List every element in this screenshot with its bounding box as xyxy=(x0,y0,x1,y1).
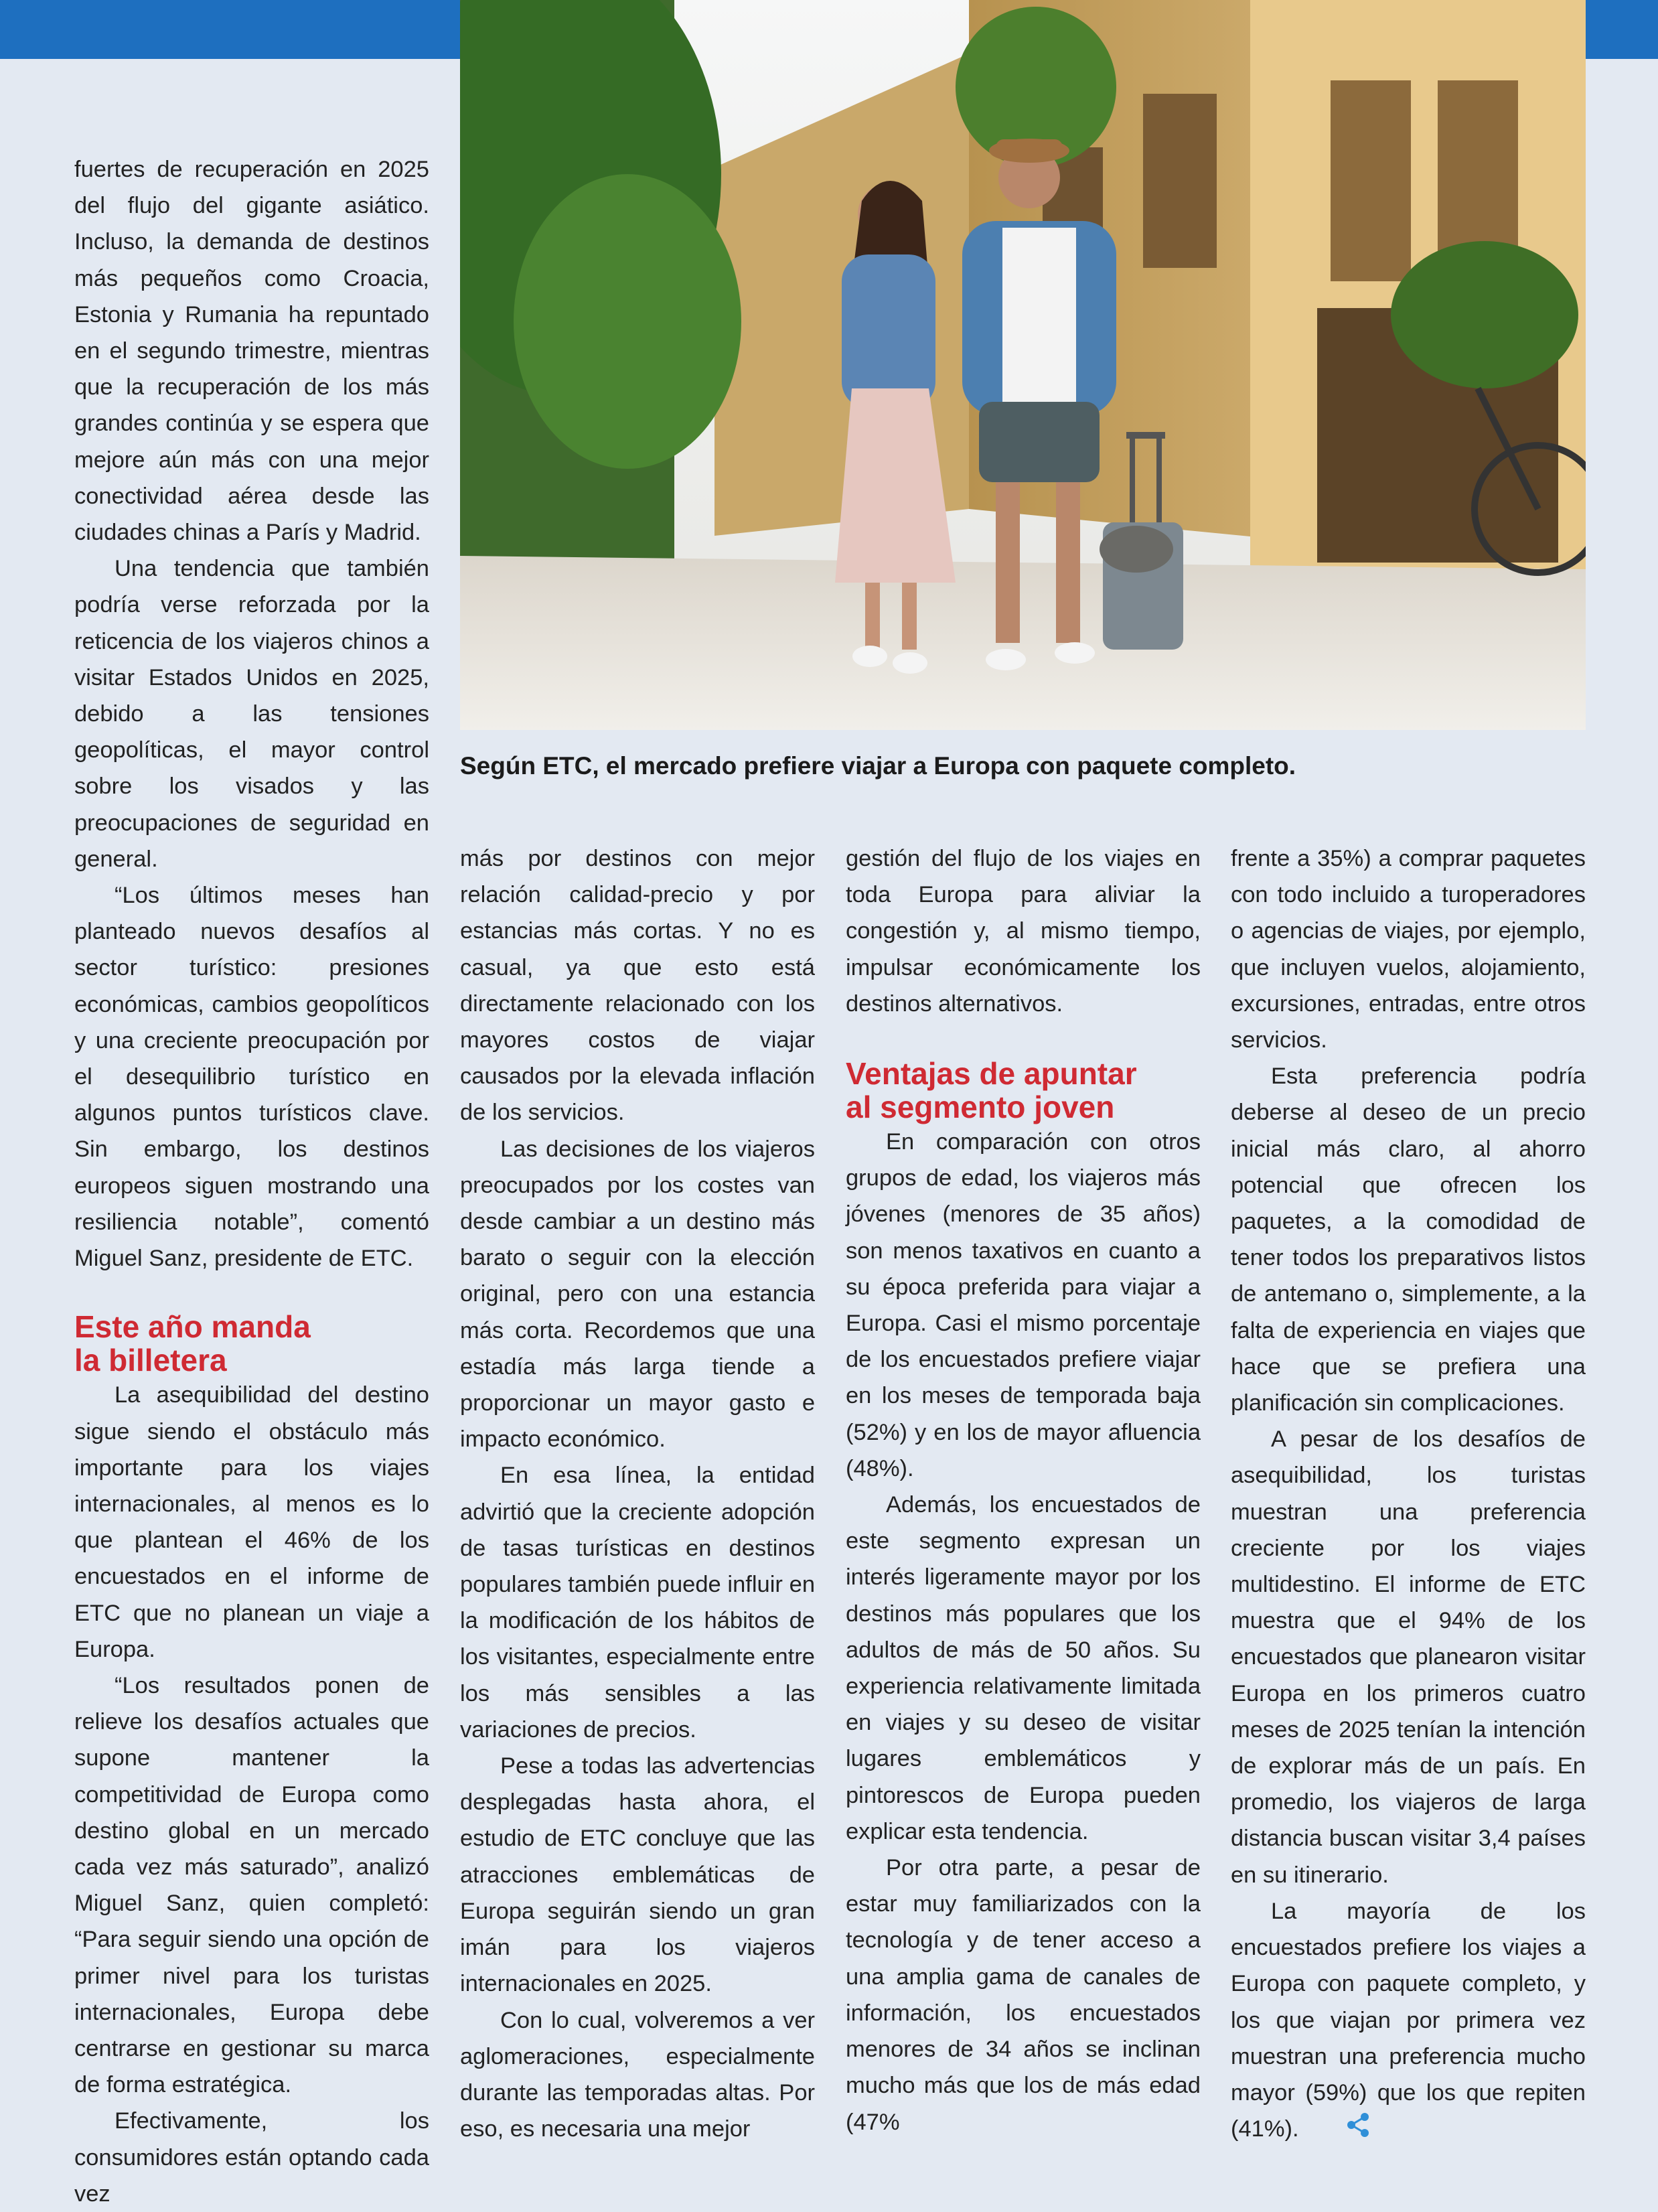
article-column-2 xyxy=(460,840,815,2147)
paragraph: “Los resultados ponen de relieve los desafíos actuales que supone mantener la competitividad de Europa como destino global en un mercado cada vez más saturado”, analizó Miguel Sanz, quien completó: “Para seguir siendo una opción de primer nivel para los turistas internacionales, Europa debe centrarse en gestionar su marca de forma estratégica. xyxy=(74,1672,429,2098)
paragraph: más por destinos con mejor relación calidad-precio y por estancias más cortas. Y no es casual, ya que esto está directamente relacionado con los mayores costos de viajar causados por la elevada inflación de los servicios. xyxy=(460,846,815,1126)
article-photo xyxy=(460,0,1586,730)
photo-illustration xyxy=(460,0,1586,730)
article-column-1 xyxy=(74,151,429,2212)
paragraph: Además, los encuestados de este segmento expresan un interés ligeramente mayor por los destinos más populares que los adultos de más de 50 años. Su experiencia relativamente limitada en viajes y su deseo de visitar lugares emblemáticos y pintorescos de Europa pueden explicar esta tendencia. xyxy=(846,1492,1201,1844)
paragraph: Efectivamente, los consumidores están optando cada vez xyxy=(74,2108,429,2207)
section-heading xyxy=(74,1310,429,1377)
section-heading-line: Ventajas de apuntar xyxy=(846,1056,1137,1092)
paragraph: “Los últimos meses han planteado nuevos desafíos al sector turístico: presiones económicas, cambios geopolíticos y una creciente preocupación por el desequilibrio turístico en algunos puntos turísticos clave. Sin embargo, los destinos europeos siguen mostrando una resiliencia notable”, comentó Miguel Sanz, presidente de ETC. xyxy=(74,883,429,1272)
section-heading-line: Este año manda xyxy=(74,1309,311,1345)
article-column-4 xyxy=(1231,840,1586,2149)
top-color-bar-left xyxy=(0,0,460,59)
paragraph: En comparación con otros grupos de edad, los viajeros más jóvenes (menores de 35 años) son menos taxativos en cuanto a su época preferida para viajar a Europa. Casi el mismo porcentaje de los encuestados prefiere viajar en los meses de temporada baja (52%) y en los de mayor afluencia (48%). xyxy=(846,1129,1201,1481)
share-icon[interactable] xyxy=(1304,2112,1371,2149)
paragraph: Con lo cual, volveremos a ver aglomeraciones, especialmente durante las temporadas altas. Por eso, es necesaria una mejor xyxy=(460,2007,815,2142)
paragraph: frente a 35%) a comprar paquetes con todo incluido a turoperadores o agencias de viajes, por ejemplo, que incluyen vuelos, alojamiento, excursiones, entradas, entre otros servicios. xyxy=(1231,846,1586,1053)
top-color-bar-right xyxy=(1586,0,1658,59)
paragraph: A pesar de los desafíos de asequibilidad, los turistas muestran una preferencia creciente por los viajes multidestino. El informe de ETC muestra que el 94% de los encuestados que planearon visitar Europa en los primeros cuatro meses de 2025 tenían la intención de explorar más de un país. En promedio, los viajeros de larga distancia buscan visitar 3,4 países en su itinerario. xyxy=(1231,1426,1586,1888)
paragraph: Pese a todas las advertencias desplegadas hasta ahora, el estudio de ETC concluye que las atracciones emblemáticas de Europa seguirán siendo un gran imán para los viajeros internacionales en 2025. xyxy=(460,1753,815,1997)
paragraph: Por otra parte, a pesar de estar muy familiarizados con la tecnología y de tener acceso a una amplia gama de canales de información, los encuestados menores de 34 años se inclinan mucho más que los de más edad (47% xyxy=(846,1855,1201,2135)
section-heading-line: la billetera xyxy=(74,1343,227,1378)
paragraph: gestión del flujo de los viajes en toda Europa para aliviar la congestión y, al mismo tiempo, impulsar económicamente los destinos alternativos. xyxy=(846,846,1201,1017)
paragraph: La asequibilidad del destino sigue siendo el obstáculo más importante para los viajes internacionales, al menos es lo que plantean el 46% de los encuestados en el informe de ETC que no planean un viaje a Europa. xyxy=(74,1382,429,1662)
article-column-3 xyxy=(846,840,1201,2140)
paragraph: Una tendencia que también podría verse reforzada por la reticencia de los viajeros chinos a visitar Estados Unidos en 2025, debido a las tensiones geopolíticas, el mayor control sobre los visados y las preocupaciones de seguridad en general. xyxy=(74,556,429,872)
paragraph xyxy=(1231,1893,1586,2149)
paragraph: Las decisiones de los viajeros preocupados por los costes van desde cambiar a un destino más barato o seguir con la elección original, pero con una estancia más corta. Recordemos que una estadía más larga tiende a proporcionar un mayor gasto e impacto económico. xyxy=(460,1136,815,1453)
paragraph: En esa línea, la entidad advirtió que la creciente adopción de tasas turísticas en destinos populares también puede influir en la modificación de los hábitos de los visitantes, especialmente entre los más sensibles a las variaciones de precios. xyxy=(460,1463,815,1743)
section-heading xyxy=(846,1057,1201,1124)
paragraph-text: La mayoría de los encuestados prefiere los viajes a Europa con paquete completo, y los que viajan por primera vez muestran una preferencia mucho mayor (59%) que los que repiten (41%). xyxy=(1231,1898,1586,2142)
paragraph: Esta preferencia podría deberse al deseo de un precio inicial más claro, al ahorro potencial que ofrecen los paquetes, a la comodidad de tener todos los preparativos listos de antemano o, simplemente, a la falta de experiencia en viajes que hace que se prefiera una planificación sin complicaciones. xyxy=(1231,1063,1586,1416)
photo-caption: Según ETC, el mercado prefiere viajar a Europa con paquete completo. xyxy=(460,752,1296,780)
section-heading-line: al segmento joven xyxy=(846,1090,1115,1125)
paragraph: fuertes de recuperación en 2025 del flujo del gigante asiático. Incluso, la demanda de destinos más pequeños como Croacia, Estonia y Rumania ha repuntado en el segundo trimestre, mientras que la recuperación de los más grandes continúa y se espera que mejore aún más con una mejor conectividad aérea desde las ciudades chinas a París y Madrid. xyxy=(74,157,429,546)
